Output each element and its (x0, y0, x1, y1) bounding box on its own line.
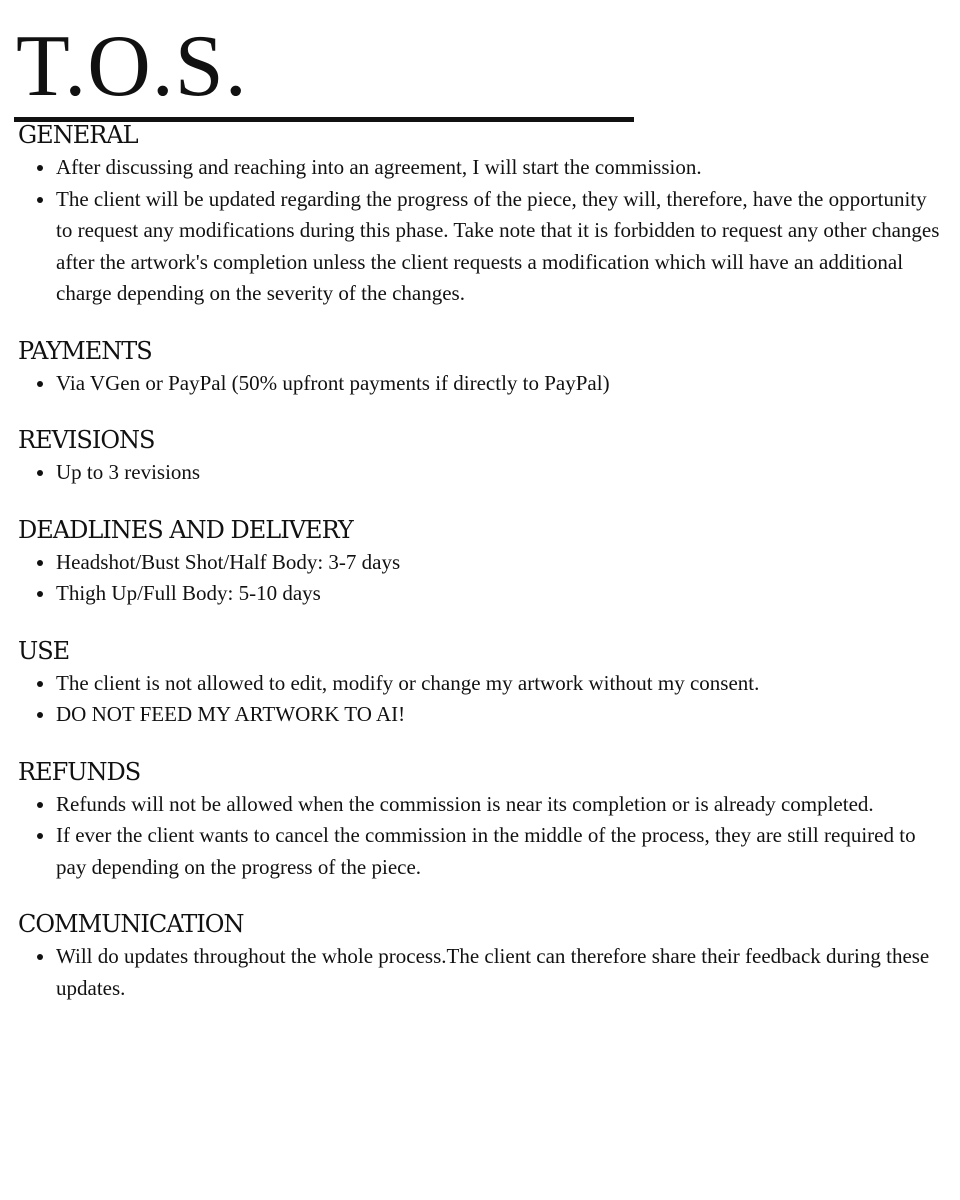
section-revisions (18, 423, 948, 489)
bullet-item: Refunds will not be allowed when the commission is near its completion or is already completed. (18, 789, 948, 821)
section-payments (18, 334, 948, 400)
bullet-item: The client will be updated regarding the progress of the piece, they will, therefore, have the opportunity to request any modifications during this phase. Take note that it is forbidden to request any other changes after the artwork's completion unless the client requests a modification which will have an additional charge depending on the severity of the changes. (18, 184, 948, 310)
bullet-item: Headshot/Bust Shot/Half Body: 3-7 days (18, 547, 948, 579)
section-refunds (18, 755, 948, 884)
bullet-item: If ever the client wants to cancel the commission in the middle of the process, they are still required to pay depending on the progress of the piece. (18, 820, 948, 883)
section-heading: COMMUNICATION (18, 910, 244, 938)
bullet-list (18, 368, 948, 400)
section-heading: REVISIONS (18, 426, 155, 454)
bullet-item: Thigh Up/Full Body: 5-10 days (18, 578, 948, 610)
bullet-list (18, 668, 948, 731)
bullet-list (18, 941, 948, 1004)
section-heading: GENERAL (18, 121, 138, 149)
section-use (18, 634, 948, 731)
tos-sections (18, 118, 948, 1004)
bullet-list (18, 789, 948, 884)
section-general (18, 118, 948, 310)
section-heading: PAYMENTS (18, 336, 152, 365)
section-heading: DEADLINES AND DELIVERY (18, 515, 353, 544)
bullet-item: Via VGen or PayPal (50% upfront payments if directly to PayPal) (18, 368, 948, 400)
bullet-item: Up to 3 revisions (18, 457, 948, 489)
section-heading: USE (18, 636, 70, 665)
document-title: T.O.S. (16, 18, 248, 115)
bullet-list (18, 457, 948, 489)
bullet-list (18, 547, 948, 610)
bullet-list (18, 152, 948, 310)
section-heading: REFUNDS (18, 757, 141, 786)
bullet-item: The client is not allowed to edit, modify or change my artwork without my consent. (18, 668, 948, 700)
section-communication (18, 907, 948, 1004)
bullet-item: Will do updates throughout the whole process.The client can therefore share their feedback during these updates. (18, 941, 948, 1004)
bullet-item: After discussing and reaching into an agreement, I will start the commission. (18, 152, 948, 184)
bullet-item: DO NOT FEED MY ARTWORK TO AI! (18, 699, 948, 731)
section-deadlines-and-delivery (18, 513, 948, 610)
